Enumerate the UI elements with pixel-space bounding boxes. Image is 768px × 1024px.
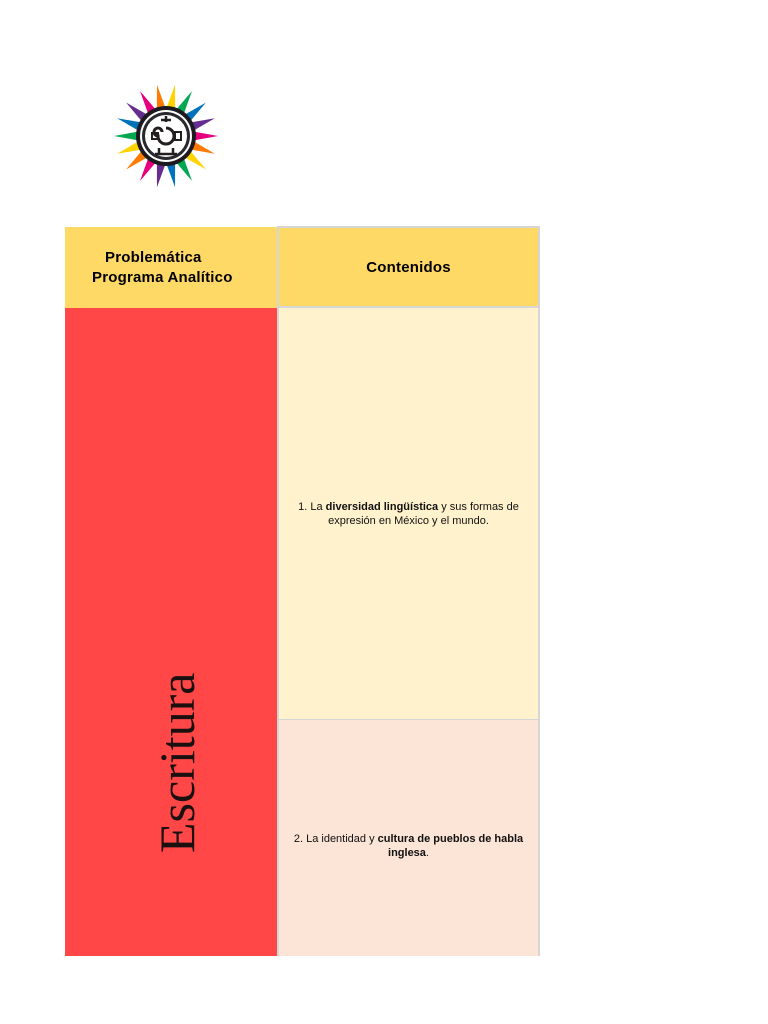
logo-ray [114,131,139,140]
logo-ray [193,131,218,140]
content-table [65,226,540,956]
problem-cell [65,308,277,956]
row1-bold: diversidad lingüística [325,500,439,513]
header-right-label: Contenidos [366,258,451,276]
header-contenidos [277,226,540,308]
header-left-line2: Programa Analítico [92,268,233,286]
content-row-2-text [287,832,530,860]
content-row-2 [277,720,540,956]
header-left-line1: Problemática [105,248,202,266]
header-problematica [65,227,277,308]
row2-prefix: 2. La identidad y [293,833,378,845]
sun-glyph-logo-icon [110,82,222,190]
content-row-1 [277,308,540,720]
problem-text: Escritura [149,672,205,853]
row1-prefix: 1. La [298,500,326,513]
row2-bold: cultura de pueblos de habla inglesa [377,833,524,859]
row1-suffix: y sus formas de expresión en México y el mundo. [328,500,519,527]
content-row-1-text [289,500,528,528]
row2-suffix: . [425,847,429,859]
